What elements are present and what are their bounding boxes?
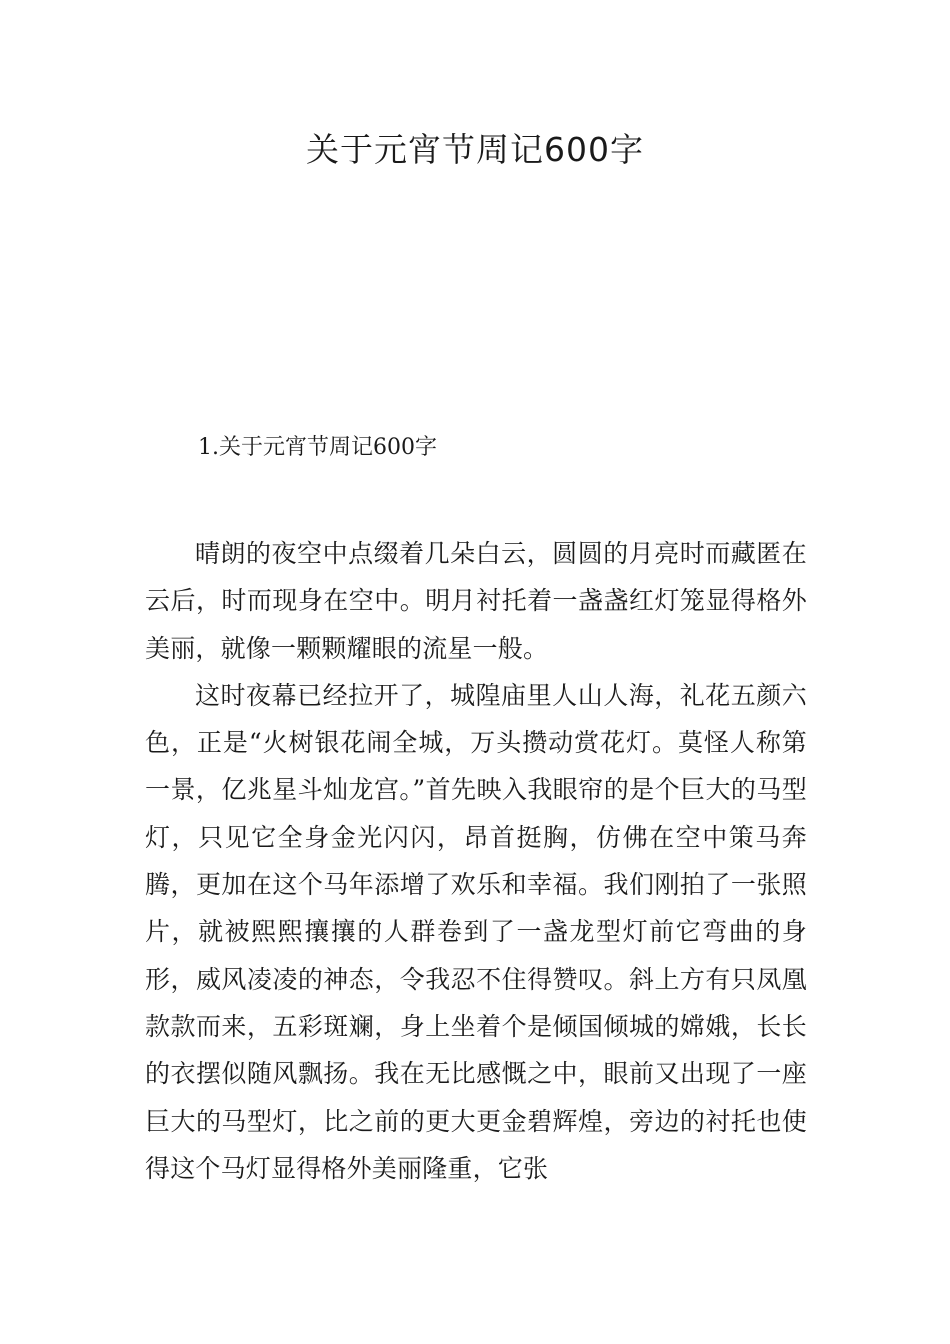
paragraph: 这时夜幕已经拉开了，城隍庙里人山人海，礼花五颜六色，正是“火树银花闹全城，万头攒动赏花灯。莫怪人称第一景，亿兆星斗灿龙宫。”首先映入我眼帘的是个巨大的马型灯，只见它全身金光闪闪，昂首挺胸，仿佛在空中策马奔腾，更加在这个马年添增了欢乐和幸福。我们刚拍了一张照片，就被熙熙攘攘的人群卷到了一盏龙型灯前它弯曲的身形，威风凌凌的神态，令我忍不住得赞叹。斜上方有只凤凰款款而来，五彩斑斓，身上坐着个是倾国倾城的嫦娥，长长的衣摆似随风飘扬。我在无比感慨之中，眼前又出现了一座巨大的马型灯，比之前的更大更金碧辉煌，旁边的衬托也使得这个马灯显得格外美丽隆重，它张	[145, 680, 807, 1183]
document-title: 关于元宵节周记600字	[306, 130, 644, 169]
paragraph: 晴朗的夜空中点缀着几朵白云，圆圆的月亮时而藏匿在云后，时而现身在空中。明月衬托着一盏盏红灯笼显得格外美丽，就像一颗颗耀眼的流星一般。	[145, 539, 807, 663]
section-heading: 1.关于元宵节周记600字	[198, 435, 437, 460]
document-body	[145, 530, 807, 1192]
